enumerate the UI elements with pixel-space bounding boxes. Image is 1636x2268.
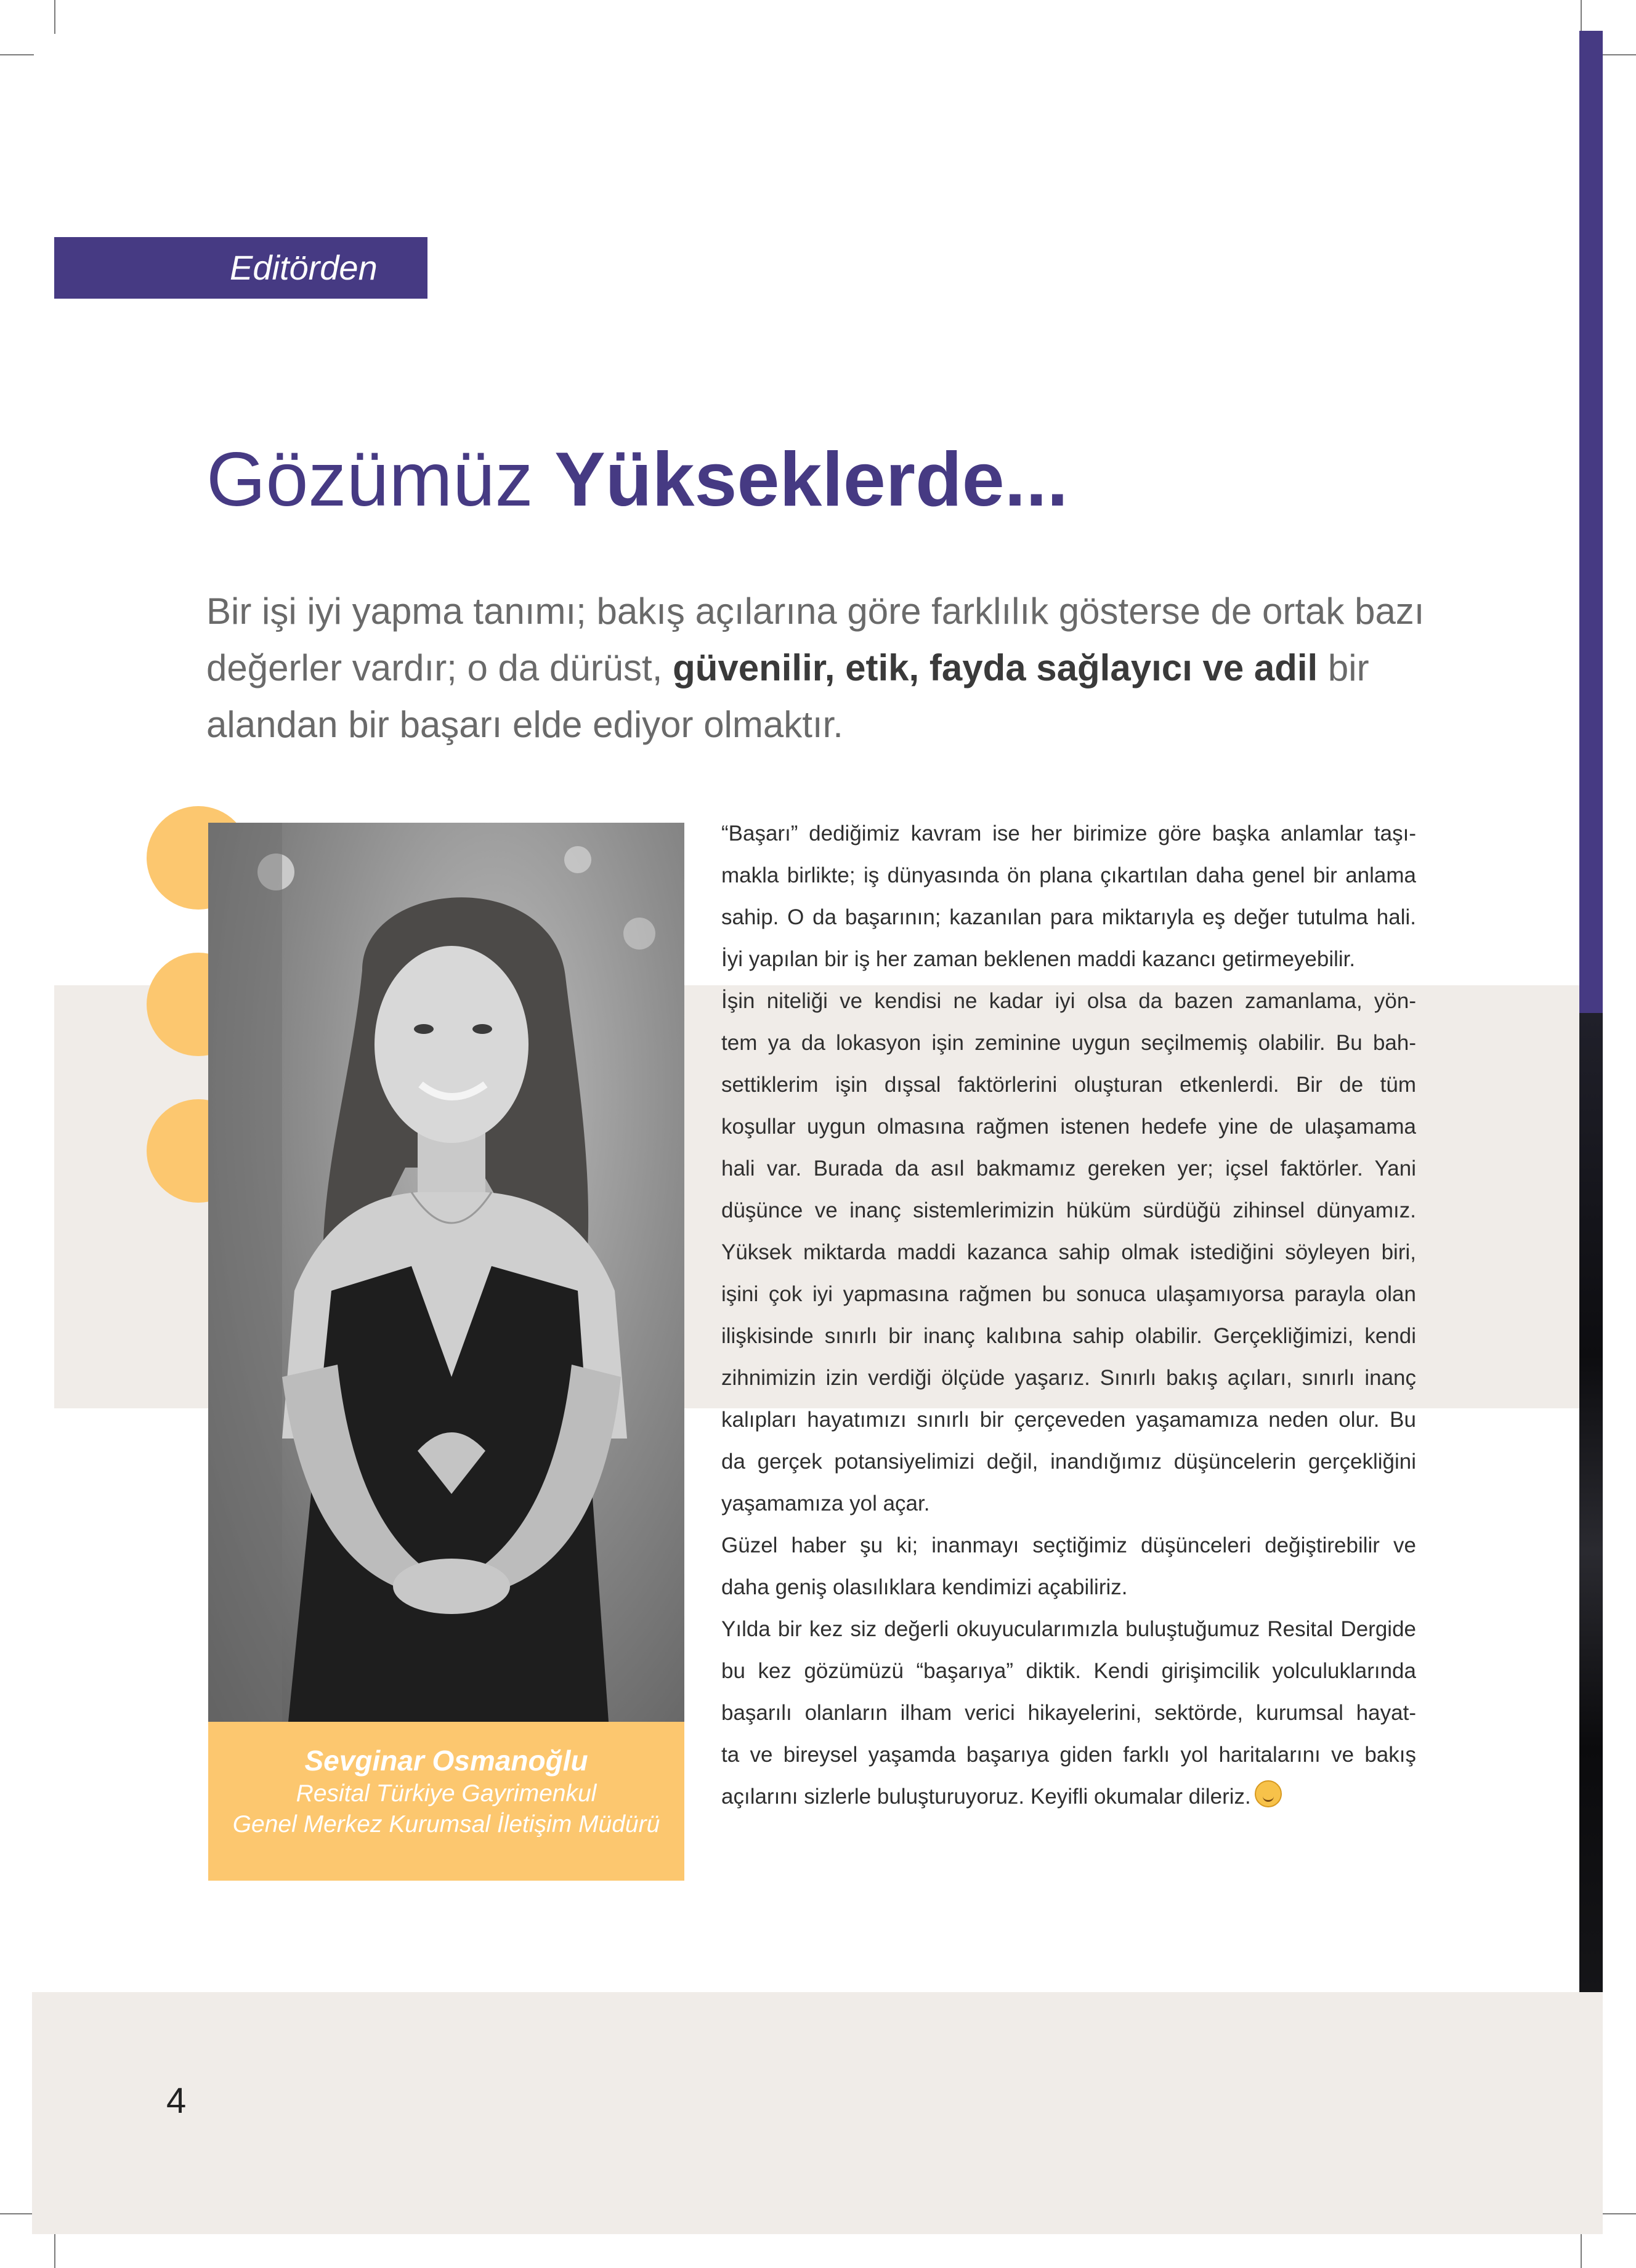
crop-mark [54,2234,55,2268]
crop-mark [1581,0,1582,34]
body-line [721,1776,1416,1818]
smiling-emoji-icon [1255,1780,1282,1807]
crop-mark [0,54,34,55]
body-line: makla birlikte; iş dünyasında ön plana çıkartılan daha genel bir anlama [721,863,1416,887]
body-line-text: açılarını sizlerle buluşturuyoruz. Keyifli okumalar dileriz. [721,1785,1251,1809]
crop-mark [1581,2234,1582,2268]
article-body [721,813,1416,1818]
body-line: ilişkisinde sınırlı bir inanç kalıbına sahip olabilir. Gerçekliğimizi, kendi [721,1324,1416,1348]
photo-caption [208,1722,684,1881]
dark-edge-photo [1579,1013,1603,1992]
body-line: hali var. Burada da asıl bakmamız gereken yer; içsel faktörler. Yani [721,1156,1416,1180]
lead-text: değerler vardır; o da dürüst, [206,647,663,688]
author-name: Sevginar Osmanoğlu [304,1745,588,1777]
lead-line: alandan bir başarı elde ediyor olmaktır. [206,704,843,745]
body-line: kalıpları hayatımızı sınırlı bir çerçeveden yaşamamıza neden olur. Bu [721,1408,1416,1432]
crop-mark [1602,54,1636,55]
body-line: “Başarı” dediğimiz kavram ise her birimize göre başka anlamlar taşı- [721,821,1416,845]
body-line: koşullar uygun olmasına rağmen istenen hedefe yine de ulaşamama [721,1115,1416,1139]
body-line: da gerçek potansiyelimizi değil, inandığımız düşüncelerin gerçekliğini [721,1450,1416,1474]
crop-mark [54,0,55,34]
body-line: ta ve bireysel yaşamda başarıya giden farklı yol haritalarını ve bakış [721,1743,1416,1767]
title-light: Gözümüz [206,437,533,522]
body-line: işini çok iyi yapmasına rağmen bu sonuca ulaşamıyorsa parayla olan [721,1282,1416,1306]
crop-mark [0,2213,34,2214]
body-line: düşünce ve inanç sistemlerimizin hüküm sürdüğü zihinsel dünyamız. [721,1198,1416,1222]
body-line: sahip. O da başarının; kazanılan para miktarıyla eş değer tutulma hali. [721,905,1416,929]
body-line: daha geniş olasılıklara kendimizi açabiliriz. [721,1575,1128,1599]
author-role: Genel Merkez Kurumsal İletişim Müdürü [232,1811,660,1838]
crop-mark [1602,2213,1636,2214]
author-photo [208,823,684,1722]
page-title [206,436,1068,524]
author-role: Resital Türkiye Gayrimenkul [296,1780,597,1807]
right-edge-strip [1579,31,1603,1992]
purple-edge-bar [1579,31,1603,1013]
lead-line [206,640,1488,696]
body-line: Yüksek miktarda maddi kazanca sahip olmak istediğini söyleyen biri, [721,1240,1416,1264]
body-line: İyi yapılan bir iş her zaman beklenen maddi kazancı getirmeyebilir. [721,947,1356,971]
body-line: Yılda bir kez siz değerli okuyucularımızla buluştuğumuz Resital Dergide [721,1617,1416,1641]
lead-line: Bir işi iyi yapma tanımı; bakış açılarına göre farklılık gösterse de ortak bazı [206,591,1425,632]
lead-paragraph [206,583,1488,753]
section-tag: Editörden [54,237,427,299]
body-line: yaşamamıza yol açar. [721,1491,930,1515]
portrait-illustration [208,823,684,1722]
lead-text: bir [1327,647,1369,688]
page-number: 4 [166,2081,187,2121]
body-line: bu kez gözümüzü “başarıya” diktik. Kendi girişimcilik yolculuklarında [721,1659,1416,1683]
body-line: zihnimizin izin verdiği ölçüde yaşarız. Sınırlı bakış açıları, sınırlı inanç [721,1366,1416,1390]
body-line: settiklerim işin dışsal faktörlerini oluşturan etkenlerdi. Bir de tüm [721,1073,1416,1097]
body-line: başarılı olanların ilham verici hikayelerini, sektörde, kurumsal hayat- [721,1701,1416,1725]
body-line: tem ya da lokasyon işin zeminine uygun seçilmemiş olabilir. Bu bah- [721,1031,1416,1055]
title-bold: Yükseklerde... [554,437,1069,522]
lead-emphasis: güvenilir, etik, fayda sağlayıcı ve adil [673,647,1318,688]
body-line: Güzel haber şu ki; inanmayı seçtiğimiz düşünceleri değiştirebilir ve [721,1533,1416,1557]
body-line: İşin niteliği ve kendisi ne kadar iyi olsa da bazen zamanlama, yön- [721,989,1416,1013]
footer-band [32,1992,1603,2234]
